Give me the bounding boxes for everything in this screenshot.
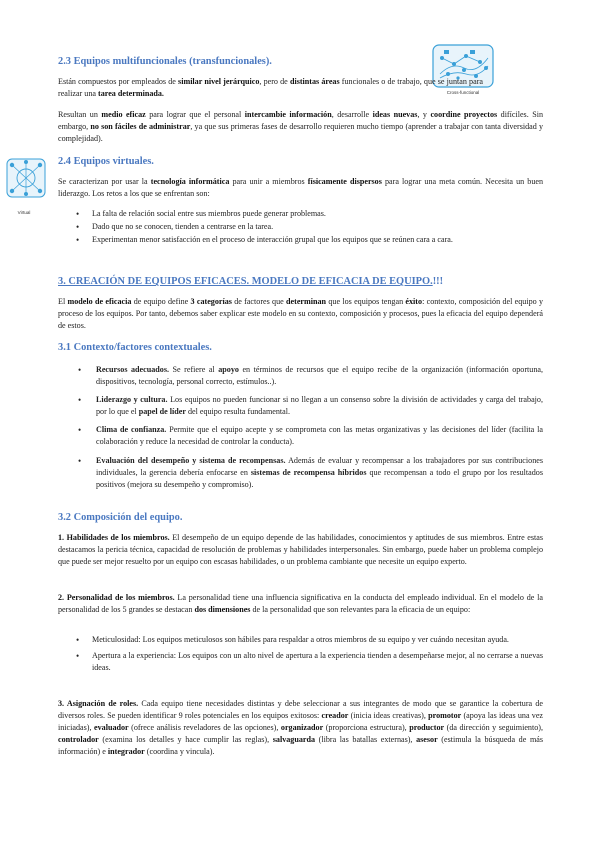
list-item: • Dado que no se conocen, tienden a centrarse en la tarea.	[58, 221, 543, 233]
list-item: • Clima de confianza. Permite que el equipo acepte y se comprometa con las metas organizativas y las decisiones del líder (facilita la colaboración y reduce la necesidad de controlar la conducta).	[58, 424, 543, 448]
section-3-heading-text: 3. CREACIÓN DE EQUIPOS EFICACES. MODELO DE EFICACIA DE EQUIPO.	[58, 276, 433, 287]
section-3-heading-suffix: !!!	[432, 276, 444, 287]
virtual-caption: Virtual	[17, 210, 31, 215]
section-2-3-heading: 2.3 Equipos multifuncionales (transfuncionales).	[58, 56, 272, 67]
list-item: • Evaluación del desempeño y sistema de recompensas. Además de evaluar y recompensar a los trabajadores por sus contribuciones individuales, la gerencia debería enfocarse en sistemas de recompensa híbridos que recompensan a todo el grupo por los resultados positivos (mejora su desempeño y compromiso).	[58, 455, 543, 491]
section-2-3-para-2: Resultan un medio eficaz para lograr que el personal intercambie información, desarrolle ideas nuevas, y coordine proyectos difíciles. Sin embargo, no son fáciles de administrar, ya que sus primeras fases de desarrollo requieren mucho tiempo (aprender a trabajar con tanta diversidad y complejidad).	[58, 110, 544, 144]
cross-functional-caption: Cross-functional	[446, 90, 480, 95]
section-3-para-1: El modelo de eficacia de equipo define 3 categorías de factores que determinan que los equipos tengan éxito: contexto, composición del equipo y proceso de los equipos. Por tanto, debemos saber explicar este modelo en su contexto, composición y procesos, pues la eficacia del equipo dependerá de estos.	[58, 297, 544, 331]
list-item: • Experimentan menor satisfacción en el proceso de interacción grupal que los equipos que se reúnen cara a cara.	[58, 234, 543, 246]
list-item: • Recursos adecuados. Se refiere al apoyo en términos de recursos que el equipo recibe de la organización (información oportuna, dispositivos, tecnología, personal correcto, estímulos..).	[58, 364, 543, 388]
section-3-1-bullet-list	[58, 364, 543, 497]
section-2-4-bullet-list	[58, 208, 543, 247]
list-item: • Apertura a la experiencia: Los equipos con un alto nivel de apertura a la experiencia tienden a desempeñarse mejor, al no cerrarse a nuevas ideas.	[58, 650, 543, 674]
section-3-2-bullet-list	[58, 634, 543, 678]
section-3-2-heading: 3.2 Composición del equipo.	[58, 512, 183, 523]
section-3-2-para-2: 2. Personalidad de los miembros. La personalidad tiene una influencia significativa en la conducta del empleado individual. En el modelo de la personalidad de los 5 grandes se destacan dos dimensiones de la personalidad que son relevantes para la eficacia de un equipo:	[58, 593, 543, 615]
section-2-4-heading: 2.4 Equipos virtuales.	[58, 156, 154, 167]
section-3-heading	[58, 276, 443, 287]
list-item: • La falta de relación social entre sus miembros puede generar problemas.	[58, 208, 543, 220]
virtual-team-figure	[6, 158, 46, 200]
section-2-3-para-1: Están compuestos por empleados de similar nivel jerárquico, pero de distintas áreas funcionales o de trabajo, que se juntan para realizar una tarea determinada.	[58, 77, 483, 99]
section-2-4-para-1: Se caracterizan por usar la tecnología informática para unir a miembros físicamente dispersos para lograr una meta común. Necesita un buen liderazgo. Los retos a los que se enfrentan son:	[58, 177, 544, 199]
section-3-2-para-3: 3. Asignación de roles. Cada equipo tiene necesidades distintas y debe seleccionar a sus integrantes de modo que se garantice la cobertura de diversos roles. Se pueden identificar 9 roles potenciales en los equipos exitosos: creador (inicia ideas creativas), promotor (apoya las ideas una vez iniciadas), evaluador (ofrece análisis reveladores de las opciones), organizador (proporciona estructura), productor (da dirección y seguimiento), controlador (examina los detalles y hace cumplir las reglas), salvaguarda (libra las batallas externas), asesor (estimula la búsqueda de más información) e integrador (coordina y vincula).	[58, 699, 544, 757]
list-item: • Meticulosidad: Los equipos meticulosos son hábiles para respaldar a otros miembros de su equipo y ver cuándo necesitan ayuda.	[58, 634, 543, 646]
section-3-1-heading: 3.1 Contexto/factores contextuales.	[58, 342, 212, 353]
list-item: • Liderazgo y cultura. Los equipos no pueden funcionar si no llegan a un consenso sobre la división de actividades y carga del trabajo, por lo que el papel de líder del equipo resulta fundamental.	[58, 394, 543, 418]
section-3-2-para-1: 1. Habilidades de los miembros. El desempeño de un equipo depende de las habilidades, conocimientos y aptitudes de sus miembros. Entre estas destacamos la pericia técnica, capacidad de resolución de problemas y habilidades interpersonales. Sin embargo, puede haber un problema complejo que puede ser mejor resuelto por un equipo con escasas habilidades, o un problema cambiante que necesite un equipo experto.	[58, 533, 543, 567]
